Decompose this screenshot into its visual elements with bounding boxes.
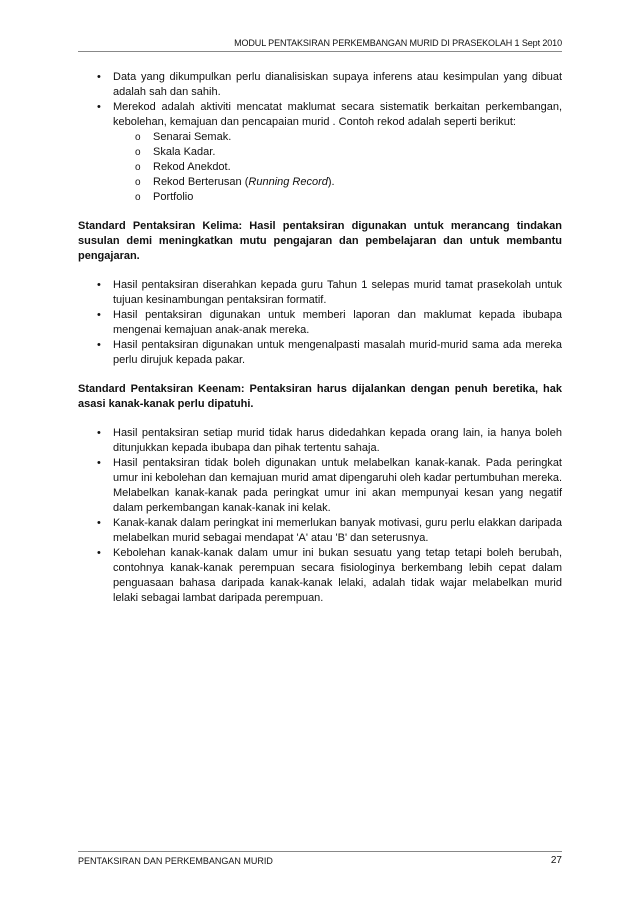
record-examples-list <box>113 130 562 205</box>
list-item: o Rekod Anekdot. <box>135 161 231 173</box>
circle-bullet-icon: o <box>135 177 141 188</box>
bullet-icon: • <box>97 279 101 291</box>
page-content <box>78 70 562 606</box>
list-item: • Hasil pentaksiran digunakan untuk mengenalpasti masalah murid-murid sama ada mereka perlu dirujuk kepada pakar. <box>97 339 562 366</box>
bullet-icon: • <box>97 339 101 351</box>
standard5-bullets <box>78 278 562 368</box>
circle-bullet-icon: o <box>135 192 141 203</box>
list-item: • Hasil pentaksiran digunakan untuk memberi laporan dan maklumat kepada ibubapa mengenai kemajuan anak-anak mereka. <box>97 309 562 336</box>
standard5-heading: Standard Pentaksiran Kelima: Hasil pentaksiran digunakan untuk merancang tindakan susulan demi meningkatkan mutu pengajaran dan pembelajaran dan untuk membantu pengajaran. <box>78 220 562 262</box>
list-item: • Merekod adalah aktiviti mencatat maklumat secara sistematik berkaitan perkembangan, kebolehan, kemajuan dan pencapaian murid . Contoh rekod adalah seperti berikut: o Senarai Semak. o Skala Kadar. o Rekod Anekdot. o Rekod Berterusan (Running Record). o Portfolio <box>97 101 562 203</box>
list-item: • Kanak-kanak dalam peringkat ini memerlukan banyak motivasi, guru perlu elakkan daripada melabelkan murid sebagai mendapat 'A' atau 'B' dan seterusnya. <box>97 517 562 544</box>
list-item: • Hasil pentaksiran setiap murid tidak harus didedahkan kepada orang lain, ia hanya boleh ditunjukkan kepada ibubapa dan pihak tertentu sahaja. <box>97 427 562 454</box>
bullet-icon: • <box>97 547 101 559</box>
page-number: 27 <box>550 855 562 866</box>
list-item: • Hasil pentaksiran diserahkan kepada guru Tahun 1 selepas murid tamat prasekolah untuk tujuan kesinambungan pentaksiran formatif. <box>97 279 562 306</box>
circle-bullet-icon: o <box>135 132 141 143</box>
header-text: MODUL PENTAKSIRAN PERKEMBANGAN MURID DI PRASEKOLAH 1 Sept 2010 <box>234 38 562 48</box>
bullet-icon: • <box>97 101 101 113</box>
page-header <box>78 33 562 52</box>
standard6-heading: Standard Pentaksiran Keenam: Pentaksiran harus dijalankan dengan penuh beretika, hak asasi kanak-kanak perlu dipatuhi. <box>78 383 562 410</box>
list-item: o Portfolio <box>135 191 194 203</box>
list-item: • Data yang dikumpulkan perlu dianalisiskan supaya inferens atau kesimpulan yang dibuat adalah sah dan sahih. <box>97 71 562 98</box>
bullet-icon: • <box>97 427 101 439</box>
circle-bullet-icon: o <box>135 147 141 158</box>
bullet-icon: • <box>97 71 101 83</box>
list-item: o Senarai Semak. <box>135 131 232 143</box>
page-footer <box>78 851 562 866</box>
footer-title: PENTAKSIRAN DAN PERKEMBANGAN MURID <box>78 856 273 866</box>
list-item: • Hasil pentaksiran tidak boleh digunakan untuk melabelkan kanak-kanak. Pada peringkat umur ini kebolehan dan kemajuan murid amat dipengaruhi oleh kadar pertumbuhan mereka. Melabelkan kanak-kanak pada peringkat umur ini akan mempunyai kesan yang negatif dalam perkembangan kanak-kanak ini kelak. <box>97 457 562 514</box>
list-item: • Kebolehan kanak-kanak dalam umur ini bukan sesuatu yang tetap tetapi boleh berubah, contohnya kanak-kanak perempuan secara fisiologinya berkembang lebih cepat dalam penguasaan bahasa daripada kanak-kanak lelaki, adalah tidak wajar melabelkan murid lelaki sebagai lambat daripada perempuan. <box>97 547 562 604</box>
standard6-bullets <box>78 426 562 606</box>
bullet-icon: • <box>97 457 101 469</box>
list-item: o Rekod Berterusan (Running Record). <box>135 176 335 188</box>
bullet-icon: • <box>97 309 101 321</box>
bullet-icon: • <box>97 517 101 529</box>
section1-bullets <box>78 70 562 205</box>
circle-bullet-icon: o <box>135 162 141 173</box>
list-item: o Skala Kadar. <box>135 146 216 158</box>
